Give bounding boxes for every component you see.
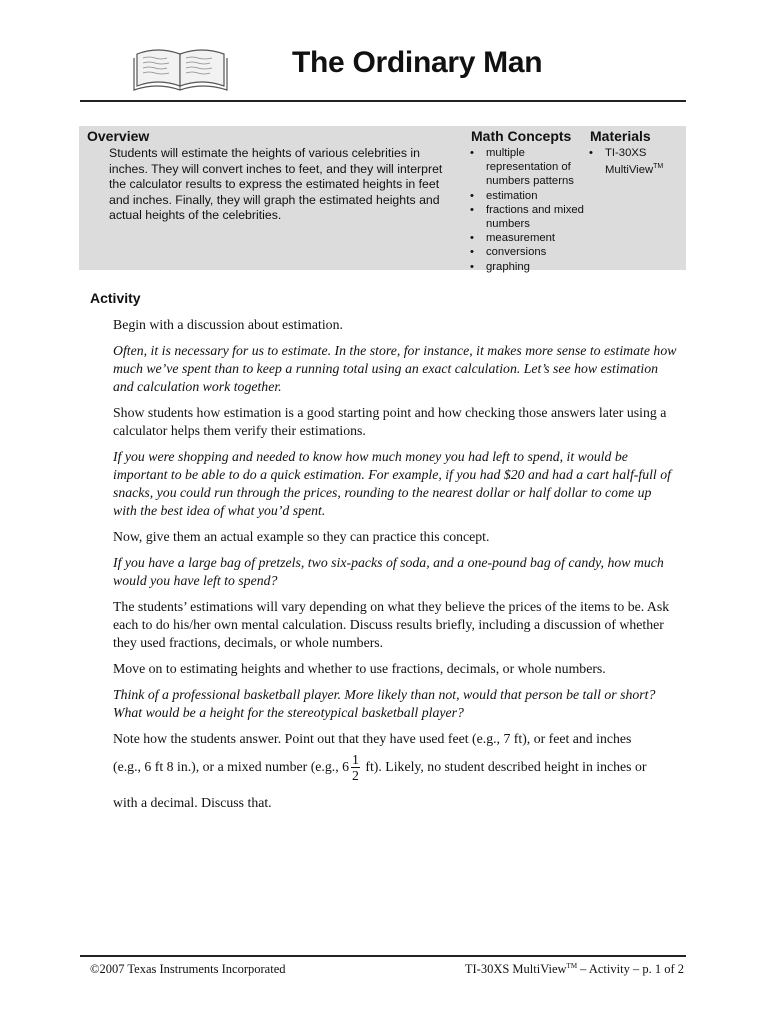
paragraph: Now, give them an actual example so they can practice this concept. <box>113 529 490 544</box>
text-segment: ft). Likely, no student described height in inches or <box>361 759 647 774</box>
trademark-mark: TM <box>653 163 664 171</box>
overview-panel <box>79 126 686 273</box>
math-concepts-heading: Math Concepts <box>471 128 572 144</box>
paragraph-italic: Often, it is necessary for us to estimate. In the store, for instance, it makes more sense to estimate how much we’ve spent than to keep a running total using an exact calculation. Let’s see how estimation and calculation work together. <box>113 343 677 394</box>
footer-divider <box>80 955 686 957</box>
materials-list <box>587 146 682 177</box>
paragraph-italic: If you were shopping and needed to know how much money you had left to spend, it would be important to be able to do a quick estimation. For example, if you had $20 and had a cart half-full of snacks, you could run through the prices, rounding to the nearest dollar or half dollar to come up with the best idea of what you’d spent. <box>113 449 671 518</box>
paragraph-with-fraction <box>113 748 678 786</box>
paragraph-italic: If you have a large bag of pretzels, two six-packs of soda, and a one-pound bag of candy, how much would you have left to spend? <box>113 555 664 588</box>
paragraph: with a decimal. Discuss that. <box>113 795 272 810</box>
footer-copyright: ©2007 Texas Instruments Incorporated <box>90 962 286 976</box>
fraction-numerator: 1 <box>352 752 359 768</box>
footer-page-number: – Activity – p. 1 of 2 <box>577 962 684 976</box>
list-item <box>587 146 682 177</box>
list-item: • graphing <box>468 260 586 274</box>
page-title: The Ordinary Man <box>292 46 543 79</box>
overview-text: Students will estimate the heights of various celebrities in inches. They will convert inches to feet, and they will interpret the calculator results to express the estimated heights in feet and inches. Finally, they will graph the estimated heights and actual heights of the celebrities. <box>109 146 443 222</box>
footer-page-info <box>465 962 684 977</box>
paragraph: Note how the students answer. Point out that they have used feet (e.g., 7 ft), or feet and inches <box>113 731 632 746</box>
list-item: • conversions <box>468 245 586 259</box>
activity-heading: Activity <box>90 290 141 306</box>
paragraph: Move on to estimating heights and whether to use fractions, decimals, or whole numbers. <box>113 661 606 676</box>
header-divider <box>80 100 686 102</box>
trademark-mark: TM <box>566 962 578 970</box>
paragraph: The students’ estimations will vary depending on what they believe the prices of the items to be. Ask each to do his/her own mental calculation. Discuss results briefly, including a discussion of whether they used fractions, decimals, or whole numbers. <box>113 599 670 650</box>
text-segment: (e.g., 6 ft 8 in.), or a mixed number (e.g., 6 <box>113 759 350 774</box>
paragraph: Begin with a discussion about estimation. <box>113 317 343 332</box>
open-book-icon <box>133 42 228 92</box>
overview-heading: Overview <box>87 128 150 144</box>
fraction-denominator: 2 <box>352 768 359 784</box>
list-item: • measurement <box>468 231 586 245</box>
paragraph: Show students how estimation is a good starting point and how checking those answers later using a calculator helps them verify their estimations. <box>113 405 667 438</box>
activity-body <box>113 316 678 820</box>
list-item: • estimation <box>468 189 586 203</box>
footer-product: TI-30XS MultiView <box>464 962 567 976</box>
list-item: • multiple representation of numbers patterns <box>468 146 586 189</box>
math-concepts-list <box>468 146 586 274</box>
fraction <box>351 752 360 783</box>
materials-heading: Materials <box>590 128 651 144</box>
list-item: • fractions and mixed numbers <box>468 203 586 231</box>
paragraph-italic: Think of a professional basketball player. More likely than not, would that person be tall or short? What would be a height for the stereotypical basketball player? <box>113 687 656 720</box>
material-label: TI-30XS MultiView <box>605 147 654 177</box>
